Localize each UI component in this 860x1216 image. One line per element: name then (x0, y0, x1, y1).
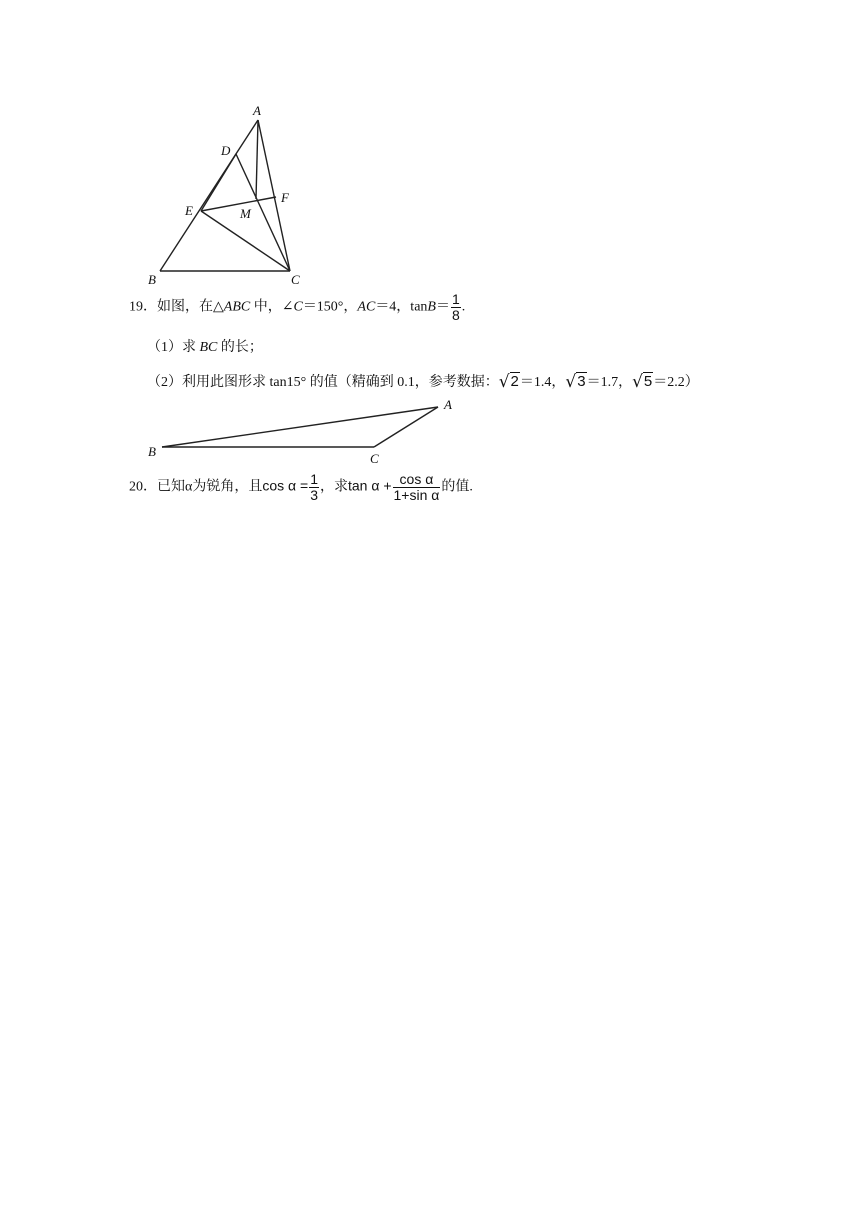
label-f: F (281, 190, 289, 205)
label-e: E (185, 203, 193, 218)
segment-ab (160, 120, 258, 271)
fraction-one-third: $\frac{1}{3}$ (310, 471, 318, 503)
question-19-statement: 19．如图，在△ABC 中，∠C＝150°，AC＝4，tanB＝ $\frac{1}{8}$ . (129, 291, 466, 323)
fraction-cos-over-one-plus-sin: $\frac{\text{cos α}}{\text{1+sin α}}$ (393, 471, 440, 503)
label-d: D (221, 143, 231, 158)
segment-ba (162, 407, 438, 447)
label-c: C (291, 272, 300, 287)
triangle-figure-2 (140, 395, 470, 467)
question-number: 19． (129, 299, 157, 315)
sqrt-3: √3 (565, 372, 586, 392)
label-a: A (444, 397, 452, 412)
question-20-statement: 20．已知α为锐角，且cos α = $\frac{1}{3}$ ，求tan α + $\frac{\text{cos α}}{\text{1+sin α}}$ 的值. (129, 471, 473, 503)
segment-ca (374, 407, 438, 447)
sqrt-2: √2 (498, 372, 519, 392)
fraction-one-eighth: $\frac{1}{8}$ (451, 291, 460, 323)
triangle-figure-1 (140, 100, 310, 290)
question-number: 20． (129, 479, 157, 495)
label-c: C (370, 451, 379, 466)
segment-ef (201, 197, 276, 211)
segment-de (201, 154, 236, 211)
sqrt-5: √5 (632, 372, 653, 392)
label-b: B (148, 444, 156, 459)
label-a: A (253, 103, 261, 118)
segment-am (256, 120, 258, 199)
label-b: B (148, 272, 156, 287)
question-19-part-2: （2）利用此图形求 tan15° 的值（精确到 0.1，参考数据：√2＝1.4，√3＝1.7，√5＝2.2） (147, 372, 699, 392)
question-19-part-1: （1）求 BC 的长； (147, 340, 263, 355)
label-m: M (240, 206, 251, 221)
